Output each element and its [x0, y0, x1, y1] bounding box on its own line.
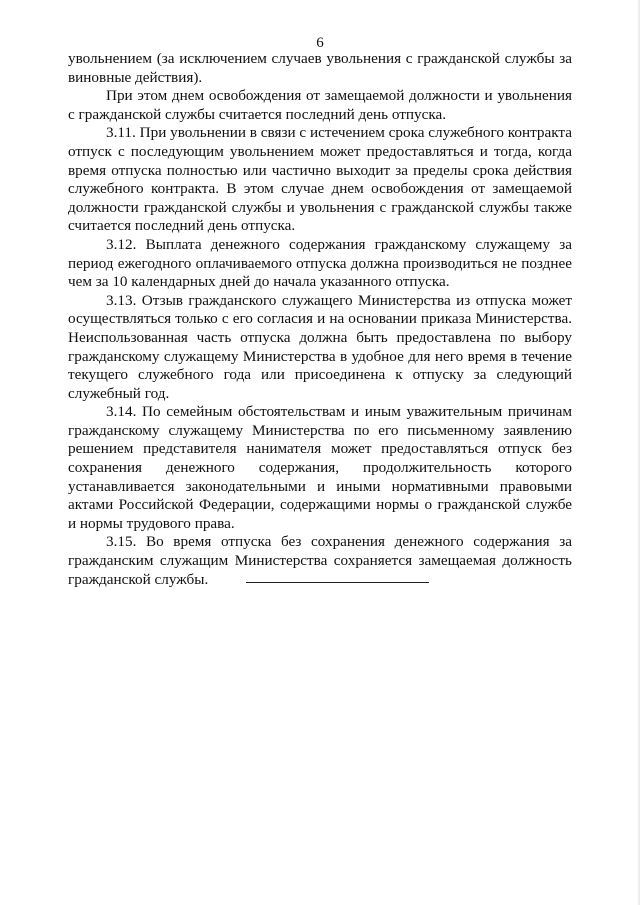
paragraph-3-14: 3.14. По семейным обстоятельствам и иным уважительным причинам гражданскому служащему Министерства по его письменному заявлению решением представителя нанимателя может предоставляться отпуск без сохранения денежного содержания, продолжительность которого устанавливается законодательными и иными нормативными правовыми актами Российской Федерации, содержащими нормы о гражданской службе и нормы трудового права. [68, 403, 572, 532]
paragraph-last-day-note: При этом днем освобождения от замещаемой должности и увольнения с гражданской службы считается последний день отпуска. [68, 87, 572, 123]
paragraph-continuation: увольнением (за исключением случаев увольнения с гражданской службы за виновные действия). [68, 50, 572, 86]
paragraph-3-15: 3.15. Во время отпуска без сохранения денежного содержания за гражданским служащим Министерства сохраняется замещаемая должность гражданской службы. [68, 533, 572, 588]
document-body [68, 50, 572, 589]
page-number: 6 [316, 35, 324, 51]
closing-divider-line [246, 582, 429, 583]
paragraph-3-12: 3.12. Выплата денежного содержания гражданскому служащему за период ежегодного оплачиваемого отпуска должна производиться не позднее чем за 10 календарных дней до начала указанного отпуска. [68, 235, 572, 291]
paragraph-3-11: 3.11. При увольнении в связи с истечением срока служебного контракта отпуск с последующим увольнением может предоставляться и тогда, когда время отпуска полностью или частично выходит за пределы срока действия служебного контракта. В этом случае днем освобождения от замещаемой должности гражданской службы и увольнения с гражданской службы также считается последний день отпуска. [68, 124, 572, 235]
paragraph-3-13: 3.13. Отзыв гражданского служащего Министерства из отпуска может осуществляться только с его согласия и на основании приказа Министерства. Неиспользованная часть отпуска должна быть предоставлена по выбору гражданскому служащему Министерства в удобное для него время в течение текущего служебного года или присоединена к отпуску за следующий служебный год. [68, 291, 572, 402]
